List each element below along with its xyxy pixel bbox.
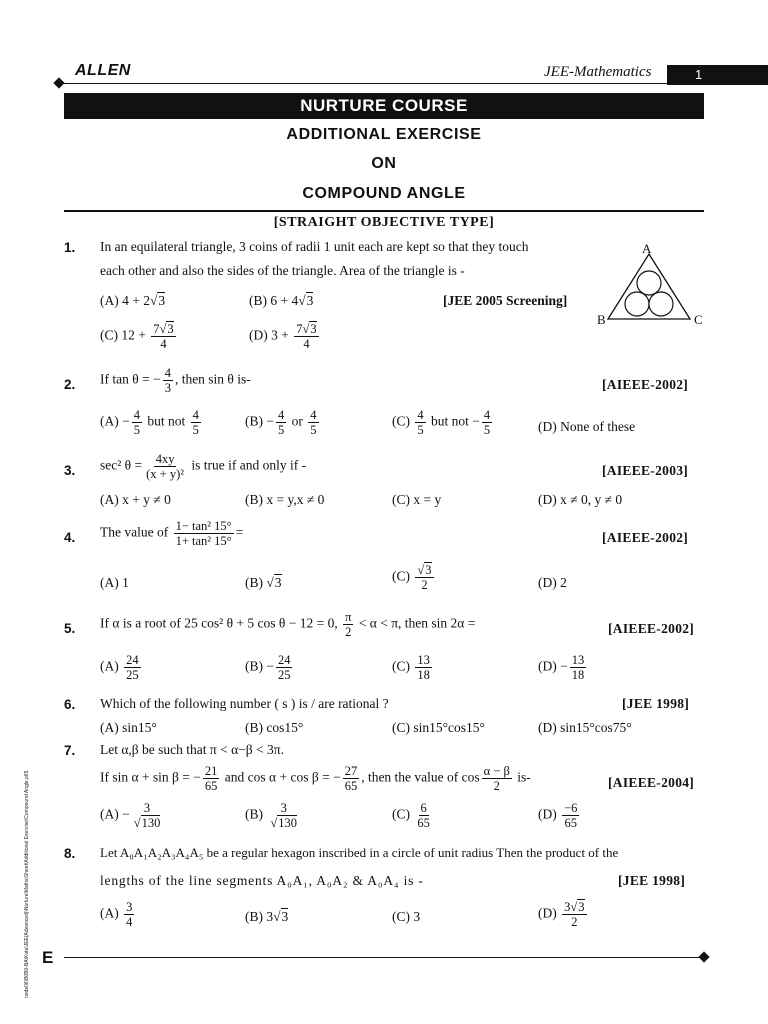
q6-option-b: (B) cos15° — [245, 720, 304, 735]
footer-letter: E — [42, 948, 54, 967]
q8-option-d: (D) $\frac{3√3}{2}$ — [538, 900, 585, 929]
q5-stem: If α is a root of 25 cos² θ + 5 cos θ − 12 = 0, $\frac{\pi}{2}$ < α < π, then sin 2α = — [100, 610, 476, 639]
q8-line2: lengths of the line segments A₀A₁, A₀A₂ & A₀A₄ is - — [100, 873, 424, 888]
q3-source: [AIEEE-2003] — [602, 463, 689, 478]
q3-number: 3. — [64, 463, 76, 478]
q7-option-a: (A) − $\frac{3}{√130}$ — [100, 801, 161, 830]
q4-option-b: (B) √3 — [245, 575, 282, 590]
side-file-path — [24, 668, 30, 998]
q5-option-a: (A) $\frac{24}{25}$ — [100, 653, 139, 682]
q2-option-b: (B) − $\frac{4}{5}$ or $\frac{4}{5}$ — [245, 408, 317, 437]
q7-line1: Let α,β be such that π < α−β < 3π. — [100, 742, 284, 757]
course-banner — [64, 93, 704, 119]
logo-text: ALLEN — [75, 62, 131, 79]
figure-label-c: C — [694, 312, 703, 327]
title-line1: ADDITIONAL EXERCISE — [286, 126, 482, 143]
q1-line1: In an equilateral triangle, 3 coins of radii 1 unit each are kept so that they touch — [100, 239, 529, 254]
q3-option-a: (A) x + y ≠ 0 — [100, 492, 171, 507]
q7-option-d: (D) $\frac{-6}{65}$ — [538, 801, 578, 830]
q4-stem: The value of $\frac{\text{1− tan² 15°}}{\text{1+ tan² 15°}}$ = — [100, 519, 244, 548]
q6-number: 6. — [64, 697, 76, 712]
q4-option-d: (D) 2 — [538, 575, 567, 590]
q2-option-d: (D) None of these — [538, 419, 636, 434]
q3-option-b: (B) x = y,x ≠ 0 — [245, 492, 325, 507]
q1-number: 1. — [64, 240, 76, 255]
q1-option-b: (B) 6 + 4√3 — [249, 293, 314, 308]
title-line2: ON — [371, 155, 397, 172]
q6-option-a: (A) sin15° — [100, 720, 157, 735]
equilateral-triangle — [608, 254, 690, 319]
header-subject: JEE-Mathematics — [544, 64, 652, 80]
q6-stem: Which of the following number ( s ) is / are rational ? — [100, 696, 389, 711]
q1-line2: each other and also the sides of the triangle. Area of the triangle is - — [100, 263, 465, 278]
q2-source: [AIEEE-2002] — [602, 377, 689, 392]
q6-option-c: (C) sin15°cos15° — [392, 720, 485, 735]
course-title: NURTURE COURSE — [300, 96, 468, 115]
q8-source: [JEE 1998] — [618, 873, 686, 888]
q4-number: 4. — [64, 530, 76, 545]
q8-option-a: (A) $\frac{3}{4}$ — [100, 900, 133, 929]
q8-option-b: (B) 3√3 — [245, 909, 289, 924]
q5-source: [AIEEE-2002] — [608, 621, 695, 636]
footer-rule-diamond — [698, 951, 709, 962]
title-line3: COMPOUND ANGLE — [302, 185, 466, 202]
q4-option-c: (C) $\frac{√3}{2}$ — [392, 563, 432, 592]
q2-option-c: (C) $\frac{4}{5}$ but not − $\frac{4}{5}$ — [392, 408, 491, 437]
page-number: 1 — [695, 67, 703, 82]
coin-right — [649, 292, 673, 316]
q6-option-d: (D) sin15°cos75° — [538, 720, 632, 735]
q5-number: 5. — [64, 621, 76, 636]
q1-option-a: (A) 4 + 2√3 — [100, 293, 166, 308]
q6-source: [JEE 1998] — [622, 696, 690, 711]
header-rule-diamond — [53, 77, 64, 88]
figure-label-a: A — [642, 241, 652, 256]
q3-option-c: (C) x = y — [392, 492, 442, 507]
q8-number: 8. — [64, 846, 76, 861]
brand-logo — [75, 62, 131, 80]
coin-left — [625, 292, 649, 316]
q2-option-a: (A) − $\frac{4}{5}$ but not $\frac{4}{5}$ — [100, 408, 199, 437]
q1-option-d: (D) 3 + $\frac{7√3}{4}$ — [249, 322, 317, 351]
q7-stem: If sin α + sin β = − $\frac{21}{65}$ and cos α + cos β = − $\frac{27}{65}$ , then the value of cos $\frac{\alpha - \beta}{2}$ is- — [100, 764, 531, 793]
q7-option-b: (B) $\frac{3}{√130}$ — [245, 801, 297, 830]
q7-option-c: (C) $\frac{6}{65}$ — [392, 801, 430, 830]
coin-top — [637, 271, 661, 295]
q1-source: [JEE 2005 Screening] — [443, 293, 568, 308]
q5-option-b: (B) − $\frac{24}{25}$ — [245, 653, 291, 682]
section-heading: [STRAIGHT OBJECTIVE TYPE] — [273, 215, 495, 230]
q7-source: [AIEEE-2004] — [608, 775, 695, 790]
footer-rule — [64, 957, 704, 958]
q3-option-d: (D) x ≠ 0, y ≠ 0 — [538, 492, 623, 507]
header-rule — [60, 83, 667, 84]
q7-number: 7. — [64, 743, 76, 758]
q4-source: [AIEEE-2002] — [602, 530, 689, 545]
q5-option-c: (C) $\frac{13}{18}$ — [392, 653, 430, 682]
figure-label-b: B — [597, 312, 606, 327]
q2-number: 2. — [64, 377, 76, 392]
side-file-path-text: node06\B0B0-BA\Kota\JEE(Advanced)\Nurture\Maths\Sheet\Additional Exercise\Compound Angle.p65 — [24, 770, 30, 998]
q2-stem: If tan θ = − $\frac{4}{3}$ , then sin θ is- — [100, 366, 251, 395]
q8-line1: Let A₀A₁A₂A₃A₄A₅ be a regular hexagon inscribed in a circle of unit radius Then the product of the — [100, 845, 619, 860]
q5-option-d: (D) − $\frac{13}{18}$ — [538, 653, 585, 682]
q1-option-c: (C) 12 + $\frac{7√3}{4}$ — [100, 322, 174, 351]
q8-option-c: (C) 3 — [392, 909, 421, 924]
q4-option-a: (A) 1 — [100, 575, 129, 590]
title-rule — [64, 210, 704, 212]
q3-stem: sec² θ = $\frac{4xy}{\text{(x + y)²}}$ is true if and only if - — [100, 452, 307, 481]
page-number-box — [667, 65, 768, 85]
